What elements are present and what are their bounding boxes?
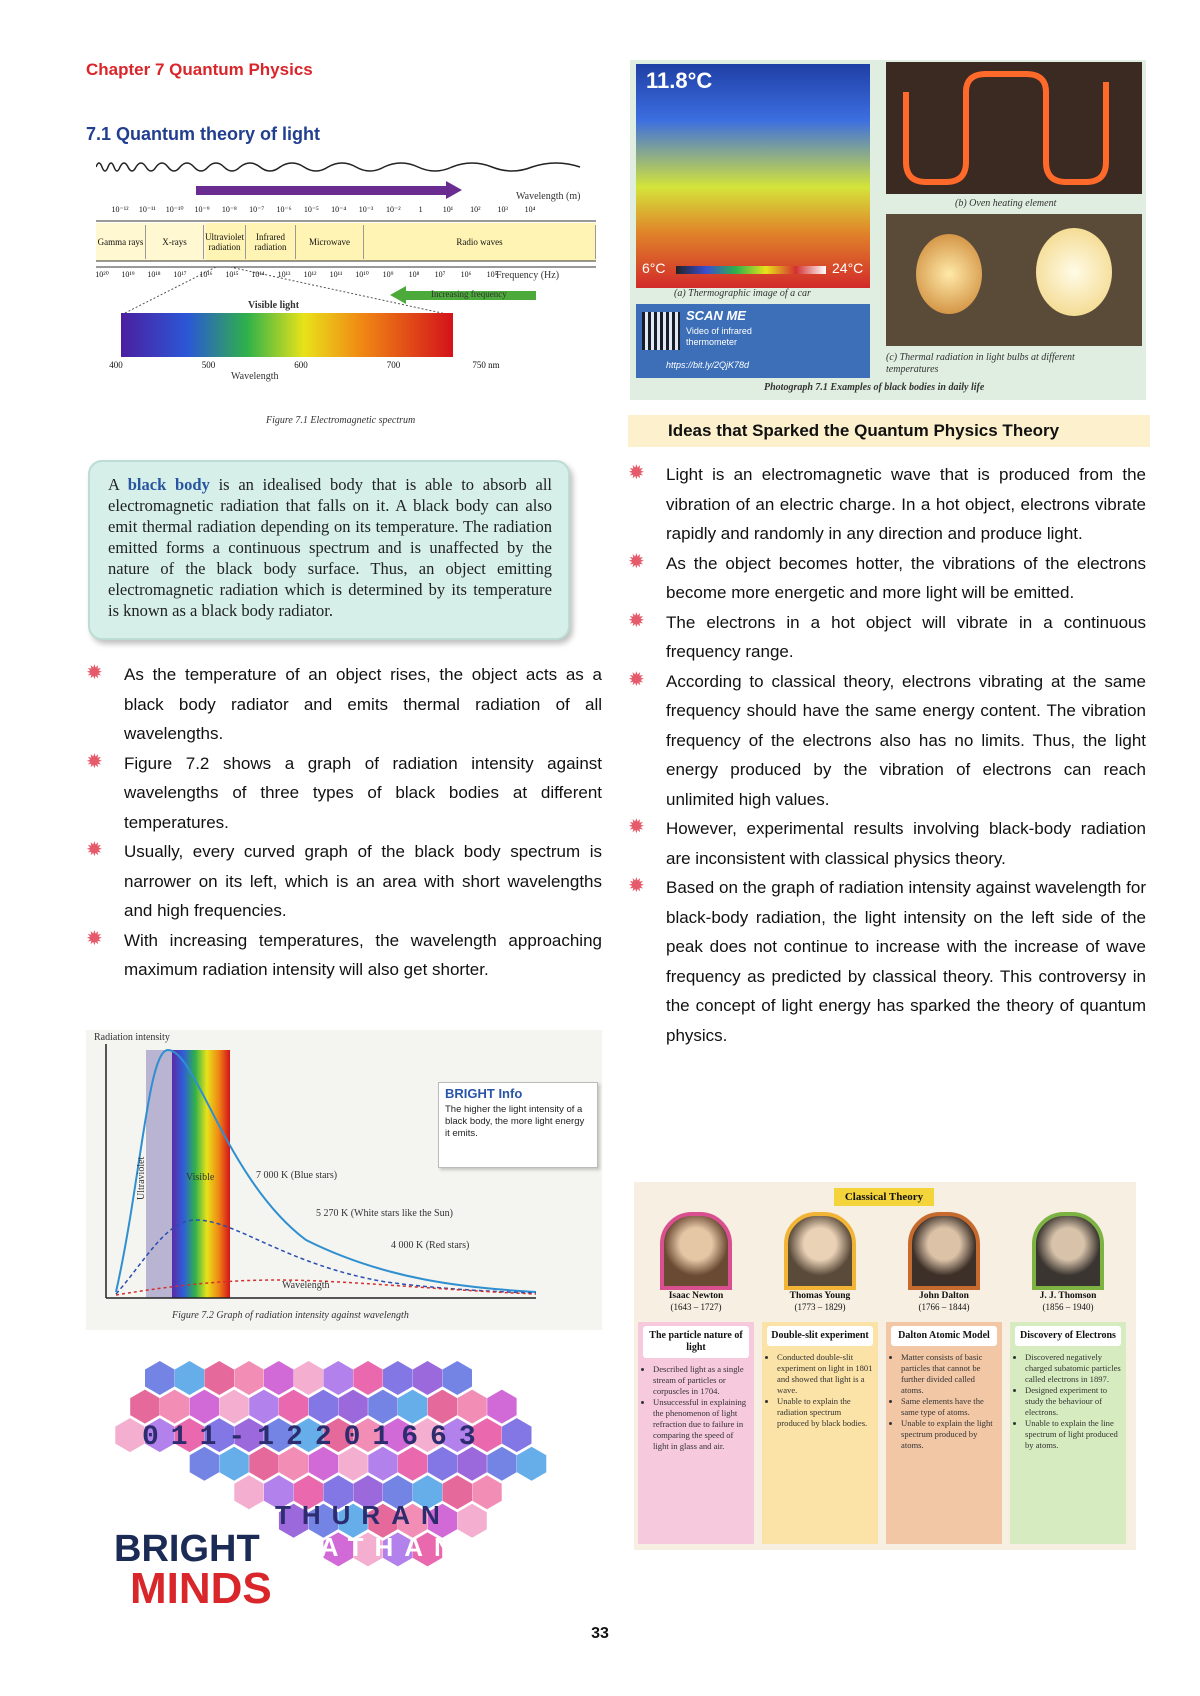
uv-label: Ultraviolet — [136, 1156, 147, 1200]
frequency-tick: 10¹³ — [277, 270, 291, 279]
temp-top-label: 11.8°C — [646, 68, 713, 93]
hexagon — [190, 1390, 219, 1424]
caption-a: (a) Thermographic image of a car — [674, 288, 811, 299]
hexagon — [517, 1447, 546, 1481]
right-bullet-text: The electrons in a hot object will vibrate in a continuous frequency range. — [666, 612, 1146, 661]
right-bullet — [628, 814, 1146, 873]
frequency-tick: 10⁸ — [408, 270, 420, 279]
bullet-star-icon: ✹ — [86, 839, 103, 861]
hexagon — [324, 1361, 354, 1395]
wavelength-tick: 10⁻¹² — [111, 205, 129, 214]
hexagon — [487, 1390, 516, 1424]
logo-brand-2: MINDS — [130, 1564, 272, 1613]
curve-label-5270k: 5 270 K (White stars like the Sun) — [316, 1208, 453, 1219]
topic-points — [891, 1352, 997, 1451]
temp-max-label: 24°C — [832, 260, 864, 276]
hexagon — [457, 1390, 486, 1424]
right-bullet-text: Light is an electromagnetic wave that is produced from the vibration of an electric charge. In a hot object, electrons vibrate rapidly and randomly in any direction and produce light. — [666, 465, 1146, 543]
frequency-tick: 10¹⁷ — [173, 270, 187, 279]
wavelength-tick: 10⁻⁸ — [221, 205, 237, 214]
hexagon — [249, 1390, 278, 1424]
topic-point: • Same elements have the same type of atoms. — [901, 1396, 997, 1418]
bright-info-title: BRIGHT Info — [445, 1086, 523, 1101]
bullet-star-icon: ✹ — [628, 668, 645, 691]
hexagon — [234, 1361, 263, 1395]
left-bullet-text: With increasing temperatures, the wavelength approaching maximum radiation intensity will also get shorter. — [124, 930, 602, 979]
definition-term: black body — [127, 475, 210, 494]
wavelength-tick: 10⁻⁵ — [303, 205, 319, 214]
scan-me-text: Video of infrared thermometer — [686, 326, 752, 347]
bullet-star-icon: ✹ — [628, 609, 645, 632]
left-bullet — [86, 837, 602, 926]
right-bullet-text: According to classical theory, electrons vibrating at the same frequency should have the same energy content. The vibration frequency of the electrons also has no limits. Thus, the light energy produced by the vibration of electrons can reach unlimited high values. — [666, 671, 1146, 809]
topic-point: • Unable to explain the line spectrum of light produced by atoms. — [1025, 1418, 1121, 1451]
bullet-star-icon: ✹ — [628, 550, 645, 573]
definition-prefix: A — [108, 475, 128, 494]
chapter-title: Chapter 7 Quantum Physics — [86, 60, 313, 79]
frequency-tick: 10¹² — [303, 270, 317, 279]
bright-minds-logo — [110, 1360, 550, 1620]
portrait-newton — [660, 1212, 732, 1290]
wavelength-ticks — [111, 205, 536, 217]
person-dalton — [886, 1212, 1002, 1320]
topic-point: • Matter consists of basic particles that cannot be further divided called atoms. — [901, 1352, 997, 1396]
frequency-tick: 10⁹ — [382, 270, 394, 279]
black-body-definition — [88, 460, 570, 640]
scan-me-box[interactable] — [636, 304, 870, 378]
figure-7-2-caption: Figure 7.2 Graph of radiation intensity against wavelength — [172, 1310, 409, 1321]
bright-info-box — [438, 1082, 598, 1168]
bullet-star-icon: ✹ — [86, 750, 103, 773]
frequency-tick: 10¹⁵ — [225, 270, 239, 279]
person-name: Isaac Newton — [668, 1291, 724, 1301]
oven-element-image — [886, 62, 1142, 194]
hexagon — [145, 1361, 175, 1395]
wavelength-tick: 1 — [418, 205, 423, 214]
hexagon — [234, 1475, 263, 1509]
topic-points — [1015, 1352, 1121, 1451]
wavelength-tick: 10⁴ — [524, 205, 536, 214]
right-bullet — [628, 873, 1146, 1050]
hexagon — [383, 1361, 413, 1395]
newton-column — [638, 1322, 754, 1544]
em-spectrum-figure — [96, 155, 596, 430]
wavelength-tick: 10⁻⁴ — [331, 205, 347, 214]
page-number: 33 — [591, 1625, 609, 1642]
hexagon — [205, 1361, 235, 1395]
visible-axis-label: Wavelength — [231, 371, 279, 382]
wavelength-unit-label: Wavelength (m) — [516, 191, 581, 202]
frequency-tick: 10⁵ — [486, 270, 498, 279]
hexagon — [130, 1390, 159, 1424]
left-bullet-text: As the temperature of an object rises, the object acts as a black body radiator and emits thermal radiation of all wavelengths. — [124, 665, 602, 743]
right-bullet-text: Based on the graph of radiation intensity against wavelength for black-body radiation, the light intensity on the left side of the peak does not continue to increase with the increase of wave frequency as predicted by classical theory. This controversy in the concept of light energy has sparked the theory of quantum physics. — [666, 878, 1146, 1045]
bullet-star-icon: ✹ — [86, 927, 103, 950]
logo-name-2: NATHAN — [290, 1532, 464, 1562]
scan-me-link[interactable]: https://bit.ly/2QjK78d — [666, 360, 750, 370]
caption-c: (c) Thermal radiation in light bulbs at different temperatures — [886, 352, 1075, 375]
definition-text: is an idealised body that is able to absorb all electromagnetic radiation that falls on it. A black body can also emit thermal radiation depending on its temperature. The radiation emitted forms a continuous spectrum and is unaffected by the nature of the black body surface. Thus, an object emitting electromagnetic radiation which is determined by its temperature is known as a black body radiator. — [108, 475, 552, 620]
right-bullet — [628, 667, 1146, 815]
frequency-tick: 10²⁰ — [95, 270, 109, 279]
person-name: J. J. Thomson — [1039, 1291, 1097, 1301]
visible-tick: 600 — [294, 360, 308, 370]
hexagon — [368, 1390, 397, 1424]
hexagon — [338, 1390, 367, 1424]
band-label: Radio waves — [364, 225, 596, 259]
band-label: X-rays — [146, 225, 204, 259]
bulb-1 — [916, 234, 982, 314]
band-label: Infrared radiation — [246, 225, 296, 259]
frequency-unit-label: Frequency (Hz) — [496, 270, 560, 281]
right-bullet — [628, 460, 1146, 549]
visible-tick: 400 — [109, 360, 123, 370]
person-years: (1773 – 1829) — [794, 1302, 846, 1312]
logo-name-1: THURAN — [275, 1500, 451, 1530]
topic-title: The particle nature of light — [643, 1326, 749, 1358]
wavelength-tick: 10⁻³ — [358, 205, 374, 214]
topic-point: • Unsuccessful in explaining the phenomenon of light refraction due to failure in comparing the speed of light in glass and air. — [653, 1397, 749, 1452]
hexagon — [413, 1361, 442, 1395]
topic-title: Dalton Atomic Model — [891, 1326, 997, 1346]
topic-points — [643, 1364, 749, 1452]
right-bullet — [628, 549, 1146, 608]
topic-title: Discovery of Electrons — [1015, 1326, 1121, 1346]
hexagon — [160, 1390, 189, 1424]
visible-ticks — [109, 360, 500, 372]
topic-point: • Unable to explain the light spectrum produced by atoms. — [901, 1418, 997, 1451]
band-label: Ultraviolet radiation — [204, 225, 246, 259]
bullet-star-icon: ✹ — [628, 875, 645, 897]
left-bullet — [86, 660, 602, 749]
frequency-tick: 10¹⁴ — [251, 270, 265, 279]
left-bullet-list — [86, 660, 602, 985]
radiation-graph-figure — [86, 1030, 602, 1330]
hexagon — [219, 1390, 248, 1424]
bright-info-text: The higher the light intensity of a black body, the more light energy it emits. — [445, 1104, 585, 1139]
increasing-frequency-label: Increasing frequency — [431, 289, 507, 299]
hexagon — [264, 1361, 294, 1395]
person-thomson — [1010, 1212, 1126, 1320]
x-axis-label: Wavelength — [282, 1280, 330, 1291]
dalton-column — [886, 1322, 1002, 1544]
hexagon — [294, 1361, 323, 1395]
logo-brand-1: BRIGHT — [114, 1528, 260, 1570]
visible-spectrum — [121, 313, 453, 357]
bullet-star-icon: ✹ — [86, 662, 103, 684]
frequency-tick: 10¹⁰ — [355, 270, 369, 279]
wavelength-tick: 10³ — [497, 205, 508, 214]
topic-point: • Designed experiment to study the behaviour of electrons. — [1025, 1385, 1121, 1418]
person-years: (1643 – 1727) — [670, 1302, 722, 1312]
portrait-young — [784, 1212, 856, 1290]
right-bullet — [628, 608, 1146, 667]
frequency-ticks — [95, 270, 498, 282]
hexagon — [279, 1390, 308, 1424]
portrait-thomson — [1032, 1212, 1104, 1290]
visible-tick: 750 nm — [472, 360, 500, 370]
band-label: Gamma rays — [96, 225, 146, 259]
band-label: Microwave — [296, 225, 364, 259]
topic-point: • Unable to explain the radiation spectrum produced by black bodies. — [777, 1396, 873, 1429]
heating-coil — [886, 62, 1142, 194]
hexagon — [309, 1390, 338, 1424]
wavelength-tick: 10⁻⁷ — [249, 205, 265, 214]
person-years: (1766 – 1844) — [918, 1302, 970, 1312]
photograph-7-1-caption: Photograph 7.1 Examples of black bodies in daily life — [764, 382, 985, 393]
logo-phone: 011-12201663 — [142, 1422, 488, 1453]
black-body-photographs — [630, 60, 1146, 400]
increasing-wavelength-label: Increasing wavelength — [198, 175, 280, 185]
classical-theory-title: Classical Theory — [834, 1188, 934, 1206]
hexagon — [502, 1418, 532, 1452]
person-name: Thomas Young — [789, 1291, 851, 1301]
frequency-tick: 10⁶ — [460, 270, 472, 279]
wavelength-arrow — [196, 186, 446, 195]
person-newton — [638, 1212, 754, 1320]
hexagon — [443, 1361, 473, 1395]
thermal-car-image — [636, 64, 870, 288]
light-bulbs-image — [886, 214, 1142, 346]
caption-b: (b) Oven heating element — [955, 198, 1057, 209]
portrait-dalton — [908, 1212, 980, 1290]
left-bullet-text: Figure 7.2 shows a graph of radiation intensity against wavelengths of three types of black bodies at different temperatures. — [124, 753, 602, 832]
right-bullet-list — [628, 460, 1146, 1050]
person-young — [762, 1212, 878, 1320]
person-name: John Dalton — [919, 1291, 969, 1301]
topic-point: • Conducted double-slit experiment on light in 1801 and showed that light is a wave. — [777, 1352, 873, 1396]
young-column — [762, 1322, 878, 1544]
wavelength-tick: 10⁻⁶ — [276, 205, 292, 214]
hexagon — [115, 1418, 144, 1452]
wavelength-tick: 10⁻¹¹ — [138, 205, 156, 214]
hexagon — [428, 1390, 457, 1424]
topic-points — [767, 1352, 873, 1429]
bullet-star-icon: ✹ — [628, 462, 645, 484]
topic-title: Double-slit experiment — [767, 1326, 873, 1346]
band-labels — [96, 225, 596, 259]
wave-line — [96, 163, 580, 171]
hexagon — [398, 1390, 427, 1424]
visible-tick: 700 — [386, 360, 401, 370]
topic-point: • Described light as a single stream of particles or corpuscles in 1704. — [653, 1364, 749, 1397]
wavelength-tick: 10⁻² — [386, 205, 401, 214]
left-bullet — [86, 926, 602, 985]
hexagon — [472, 1475, 501, 1509]
hexagon — [353, 1361, 382, 1395]
classical-theory-infographic — [634, 1182, 1136, 1550]
frequency-tick: 10¹⁹ — [121, 270, 135, 279]
radiation-graph-svg — [86, 1030, 602, 1330]
topic-point: • Discovered negatively charged subatomic particles called electrons in 1897. — [1025, 1352, 1121, 1385]
curve-label-7000k: 7 000 K (Blue stars) — [256, 1170, 338, 1181]
frequency-tick: 10¹¹ — [329, 270, 343, 279]
temp-min-label: 6°C — [642, 260, 666, 276]
wavelength-tick: 10⁻⁹ — [194, 205, 210, 214]
thomson-column — [1010, 1322, 1126, 1544]
temp-scale-bar — [676, 266, 826, 274]
wavelength-tick: 10² — [470, 205, 481, 214]
frequency-tick: 10¹⁸ — [147, 270, 161, 279]
hexagon — [175, 1361, 204, 1395]
visible-light-label: Visible light — [248, 300, 300, 311]
bullet-star-icon: ✹ — [628, 816, 645, 838]
wavelength-tick: 10¹ — [442, 205, 454, 214]
frequency-tick: 10¹⁶ — [199, 270, 213, 279]
left-bullet — [86, 749, 602, 838]
visible-label: Visible — [186, 1172, 215, 1183]
curve-label-4000k: 4 000 K (Red stars) — [391, 1240, 470, 1251]
frequency-tick: 10⁷ — [434, 270, 446, 279]
bulb-2 — [1036, 228, 1112, 316]
right-bullet-text: However, experimental results involving black-body radiation are inconsistent with classical physics theory. — [666, 819, 1146, 868]
section-title: 7.1 Quantum theory of light — [86, 124, 321, 144]
right-bullet-text: As the object becomes hotter, the vibrations of the electrons become more energetic and more light will be emitted. — [666, 553, 1146, 602]
person-years: (1856 – 1940) — [1042, 1302, 1094, 1312]
ideas-heading: Ideas that Sparked the Quantum Physics Theory — [628, 415, 1150, 447]
figure-7-1-caption: Figure 7.1 Electromagnetic spectrum — [266, 415, 416, 426]
left-bullet-text: Usually, every curved graph of the black body spectrum is narrower on its left, which is an area with short wavelengths and high frequencies. — [124, 842, 602, 920]
visible-tick: 500 — [201, 360, 216, 370]
y-axis-label: Radiation intensity — [94, 1032, 170, 1043]
wavelength-tick: 10⁻¹⁰ — [165, 205, 184, 214]
qr-code-icon[interactable] — [642, 312, 680, 350]
scan-me-title: SCAN ME — [686, 308, 746, 323]
uv-band — [146, 1050, 172, 1298]
hexagon — [487, 1447, 516, 1481]
